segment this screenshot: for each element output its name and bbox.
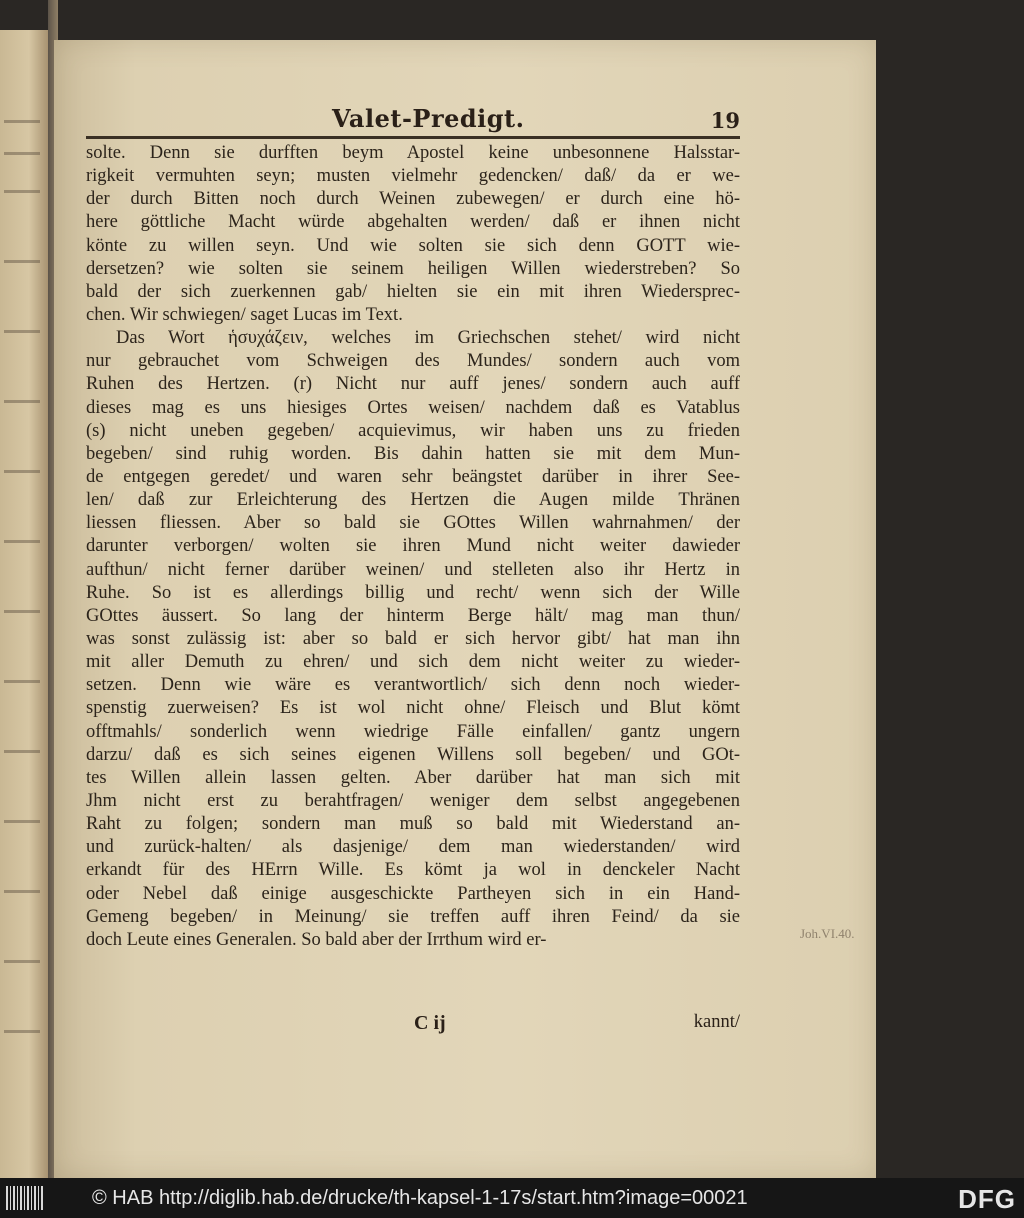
text-line: spenstig zuerweisen? Es ist wol nicht ohne/ Fleisch und Blut kömt xyxy=(86,698,740,719)
text-line: rigkeit vermuhten seyn; musten vielmehr gedencken/ daß/ da er we- xyxy=(86,166,740,187)
text-line: Ruhe. So ist es allerdings billig und recht/ wenn sich der Wille xyxy=(86,582,740,603)
text-line: der durch Bitten noch durch Weinen zubewegen/ er durch eine hö- xyxy=(86,189,740,210)
text-line: Jhm nicht erst zu berahtfragen/ weniger dem selbst angegebenen xyxy=(86,790,740,811)
catchword: kannt/ xyxy=(693,1012,740,1032)
text-line: dieses mag es uns hiesiges Ortes weisen/ nachdem daß es Vatablus xyxy=(86,397,740,418)
text-line: GOttes äussert. So lang der hinterm Berge hält/ mag man thun/ xyxy=(86,605,740,626)
previous-page-edge xyxy=(0,30,48,1178)
text-line: liessen fliessen. Aber so bald sie GOttes Willen wahrnahmen/ der xyxy=(86,513,740,534)
text-line: here göttliche Macht würde abgehalten werden/ daß er ihnen nicht xyxy=(86,212,740,233)
text-line: Gemeng begeben/ in Meinung/ sie treffen auff ihren Feind/ da sie xyxy=(86,906,740,927)
text-line: und zurück-halten/ als dasjenige/ dem man wiederstanden/ wird xyxy=(86,837,740,858)
text-line: Ruhen des Hertzen. (r) Nicht nur auff jenes/ sondern auch auff xyxy=(86,374,740,395)
page-number: 19 xyxy=(710,108,740,133)
text-line: oder Nebel daß einige ausgeschickte Partheyen sich in ein Hand- xyxy=(86,883,740,904)
text-line: darzu/ daß es sich seines eigenen Willens soll begeben/ und GOt- xyxy=(86,744,740,765)
margin-note: Joh.VI.40. xyxy=(800,926,855,941)
text-line: mit aller Demuth zu ehren/ und sich dem nicht weiter zu wieder- xyxy=(86,652,740,673)
text-line: offtmahls/ sonderlich wenn wiedrige Fälle einfallen/ gantz ungern xyxy=(86,721,740,742)
text-line: Das Wort ἡσυχάζειν, welches im Griechschen stehet/ wird nicht xyxy=(116,328,740,349)
barcode-icon xyxy=(6,1186,44,1210)
header-rule xyxy=(86,136,740,139)
text-line: chen. Wir schwiegen/ saget Lucas im Text. xyxy=(86,304,403,325)
text-line: dersetzen? wie solten sie seinem heiligen Willen wiederstreben? So xyxy=(86,258,740,279)
page-header xyxy=(84,100,744,136)
running-title: Valet-Predigt. xyxy=(332,104,525,133)
text-line: was sonst zulässig ist: aber so bald er sich hervor gibt/ hat man ihn xyxy=(86,628,740,649)
text-line: nur gebrauchet vom Schweigen des Mundes/ sondern auch vom xyxy=(86,351,740,372)
text-line: tes Willen allein lassen gelten. Aber darüber hat man sich mit xyxy=(86,767,740,788)
copyright-link[interactable]: © HAB http://diglib.hab.de/drucke/th-kapsel-1-17s/start.htm?image=00021 xyxy=(92,1187,748,1209)
text-line: bald der sich zuerkennen gab/ hielten sie ein mit ihren Wiedersprec- xyxy=(86,281,740,302)
text-line: erkandt für des HErrn Wille. Es kömt ja wol in denckeler Nacht xyxy=(86,860,740,881)
signature-mark: C ij xyxy=(414,1012,446,1034)
text-line: darunter verborgen/ wolten sie ihren Mund nicht weiter dawieder xyxy=(86,536,740,557)
text-line: doch Leute eines Generalen. So bald aber der Irrthum wird er- xyxy=(86,929,547,950)
text-line: begeben/ sind ruhig worden. Bis dahin hatten sie mit dem Mun- xyxy=(86,443,740,464)
text-line: de entgegen geredet/ und waren sehr beängstet darüber in ihrer See- xyxy=(86,466,740,487)
dfg-logo: DFG xyxy=(958,1184,1016,1214)
text-line: len/ daß zur Erleichterung des Hertzen die Augen milde Thränen xyxy=(86,490,740,511)
page-footer xyxy=(86,1012,740,1042)
viewer-footer-bar xyxy=(0,1178,1024,1218)
text-line: könte zu willen seyn. Und wie solten sie sich denn GOTT wie- xyxy=(86,235,740,256)
body-text xyxy=(86,142,740,952)
text-line: setzen. Denn wie wäre es verantwortlich/ sich denn noch wieder- xyxy=(86,675,740,696)
text-line: aufthun/ nicht ferner darüber weinen/ und stelleten also ihr Hertz in xyxy=(86,559,740,580)
text-line: Raht zu folgen; sondern man muß so bald mit Wiederstand an- xyxy=(86,814,740,835)
text-line: solte. Denn sie durfften beym Apostel keine unbesonnene Halsstar- xyxy=(86,143,740,163)
text-line: (s) nicht uneben gegeben/ acquievimus, wir haben uns zu frieden xyxy=(86,420,740,441)
